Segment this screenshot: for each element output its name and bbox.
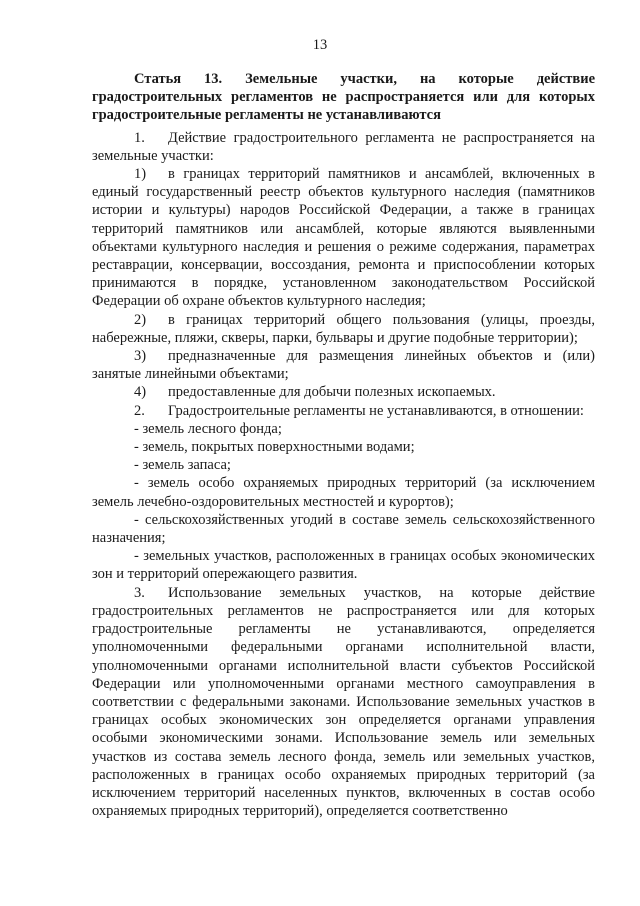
list-item: - земель лесного фонда; (134, 420, 282, 437)
document-body (92, 70, 595, 820)
paragraph-text: Использование земельных участков, на которые действие градостроительных регламентов не распространяется или для которых градостроительные регламенты не устанавливаются, определяется уполномоченными федеральными органами исполнительной власти, уполномоченными органами исполнительной власти субъектов Российской Федерации или уполномоченными органами местного самоуправления в соответствии с федеральными законами. Использование земельных участков в границах особых экономических зон определяется органами управления особыми экономическими зонами. Использование земель или земельных участков из состава земель лесного фонда, земель или земельных участков, расположенных в границах особо охраняемых природных территорий (за исключением территорий населенных пунктов, включенных в состав особо охраняемых природных территорий), определяется соответственно (92, 584, 595, 820)
paragraph-text: предоставленные для добычи полезных ископаемых. (168, 384, 496, 401)
paragraph-number: 2. (134, 402, 145, 419)
paragraph-text: в границах территорий памятников и ансамблей, включенных в единый государственный реестр объектов культурного наследия (памятников истории и культуры) народов Российской Федерации, а также в границах территорий памятников или ансамблей, которые являются выявленными объектами культурного наследия и решения о режиме содержания, параметрах реставрации, консервации, воссоздания, ремонта и приспособлении которых принимаются в порядке, установленном законодательством Российской Федерации об охране объектов культурного наследия; (92, 166, 595, 310)
paragraph-text: в границах территорий общего пользования (улицы, проезды, набережные, пляжи, скверы, парки, бульвары и другие подобные территории); (92, 311, 595, 346)
paragraph-2 (92, 402, 595, 420)
paragraph-text: Градостроительные регламенты не устанавливаются, в отношении: (168, 402, 584, 419)
list-item: - земельных участков, расположенных в границах особых экономических зон и территорий опережающего развития. (92, 548, 595, 583)
subitem-4 (92, 383, 595, 401)
paragraph-number: 3) (134, 348, 147, 365)
paragraph-3 (92, 584, 595, 821)
list-item: - земель особо охраняемых природных территорий (за исключением земель лечебно-оздоровительных местностей и курортов); (92, 475, 595, 510)
paragraph-text: Действие градостроительного регламента не распространяется на земельные участки: (92, 129, 595, 164)
list-item: - земель запаса; (134, 457, 231, 474)
subitem-1 (92, 165, 595, 311)
page-number: 13 (312, 37, 328, 53)
subitem-2 (92, 311, 595, 347)
list-item: - сельскохозяйственных угодий в составе земель сельскохозяйственного назначения; (92, 511, 595, 547)
paragraph-text: предназначенные для размещения линейных объектов и (или) занятые линейными объектами; (92, 348, 595, 383)
paragraph-1 (92, 129, 595, 165)
paragraph-number: 1) (134, 166, 147, 183)
paragraph-number: 4) (134, 384, 147, 401)
paragraph-number: 1. (134, 129, 145, 146)
paragraph-number: 3. (134, 584, 145, 601)
article-heading: Статья 13. Земельные участки, на которые действие градостроительных регламентов не распространяется или для которых градостроительные регламенты не устанавливаются (92, 71, 595, 124)
paragraph-number: 2) (134, 311, 147, 328)
list-item: - земель, покрытых поверхностными водами; (134, 439, 415, 456)
subitem-3 (92, 347, 595, 383)
